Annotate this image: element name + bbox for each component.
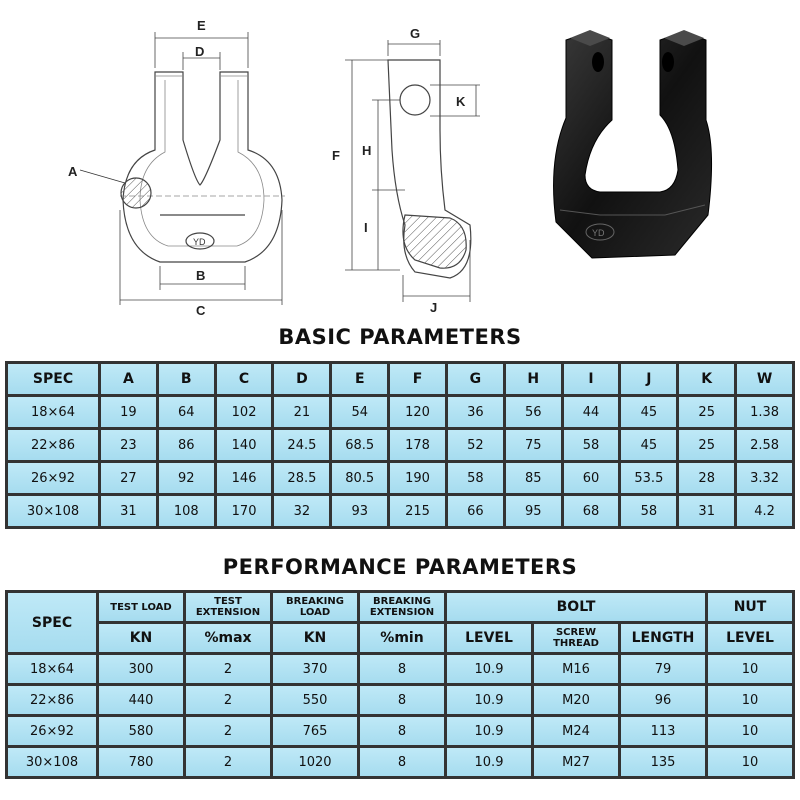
basic-header-cell: E <box>332 364 387 394</box>
spec-cell: 30×108 <box>8 748 96 776</box>
value-cell: 52 <box>448 430 503 460</box>
value-cell: 27 <box>101 463 156 493</box>
value-cell: 44 <box>564 397 619 427</box>
value-cell: 93 <box>332 496 387 526</box>
value-cell: 58 <box>621 496 676 526</box>
basic-header-row <box>8 364 792 394</box>
spec-cell: 30×108 <box>8 496 98 526</box>
basic-table-row <box>8 463 792 493</box>
dim-label-k: K <box>456 94 466 109</box>
perf-header-nut: NUT <box>708 593 792 621</box>
value-cell: 370 <box>273 655 357 683</box>
value-cell: 28.5 <box>274 463 329 493</box>
value-cell: 102 <box>217 397 272 427</box>
basic-header-cell: G <box>448 364 503 394</box>
value-cell: 10 <box>708 686 792 714</box>
value-cell: 190 <box>390 463 445 493</box>
value-cell: 28 <box>679 463 734 493</box>
dim-label-e: E <box>197 18 206 33</box>
basic-parameters-title: BASIC PARAMETERS <box>278 325 522 349</box>
value-cell: 2 <box>186 717 270 745</box>
value-cell: 58 <box>448 463 503 493</box>
value-cell: 780 <box>99 748 183 776</box>
value-cell: 550 <box>273 686 357 714</box>
value-cell: 146 <box>217 463 272 493</box>
perf-table-row <box>8 717 792 745</box>
perf-header-breaking-load: BREAKING LOAD <box>273 593 357 621</box>
basic-header-cell: W <box>737 364 792 394</box>
value-cell: 178 <box>390 430 445 460</box>
perf-table-row <box>8 655 792 683</box>
dim-label-a: A <box>68 164 78 179</box>
value-cell: 10 <box>708 748 792 776</box>
value-cell: 31 <box>679 496 734 526</box>
dim-label-g: G <box>410 26 421 41</box>
value-cell: 23 <box>101 430 156 460</box>
value-cell: 53.5 <box>621 463 676 493</box>
value-cell: 135 <box>621 748 705 776</box>
basic-header-cell: B <box>159 364 214 394</box>
spec-cell: 18×64 <box>8 397 98 427</box>
value-cell: 68 <box>564 496 619 526</box>
value-cell: 1020 <box>273 748 357 776</box>
value-cell: 25 <box>679 430 734 460</box>
value-cell: 92 <box>159 463 214 493</box>
perf-sub-header: KN <box>273 624 357 652</box>
value-cell: 66 <box>448 496 503 526</box>
value-cell: 8 <box>360 686 444 714</box>
value-cell: 68.5 <box>332 430 387 460</box>
perf-header-bolt: BOLT <box>447 593 705 621</box>
value-cell: 108 <box>159 496 214 526</box>
value-cell: 2.58 <box>737 430 792 460</box>
value-cell: 64 <box>159 397 214 427</box>
value-cell: 1.38 <box>737 397 792 427</box>
perf-sub-header: %min <box>360 624 444 652</box>
value-cell: 21 <box>274 397 329 427</box>
perf-header-test-load: TEST LOAD <box>99 593 183 621</box>
product-logo-text: YD <box>592 228 605 238</box>
perf-spec-header: SPEC <box>8 593 96 652</box>
value-cell: 10 <box>708 717 792 745</box>
value-cell: 19 <box>101 397 156 427</box>
value-cell: 86 <box>159 430 214 460</box>
spec-cell: 26×92 <box>8 463 98 493</box>
dim-label-c: C <box>196 303 206 318</box>
value-cell: M27 <box>534 748 618 776</box>
basic-header-cell: SPEC <box>8 364 98 394</box>
perf-sub-header: LEVEL <box>447 624 531 652</box>
basic-table-row <box>8 430 792 460</box>
basic-header-cell: A <box>101 364 156 394</box>
product-photo <box>554 30 712 258</box>
perf-sub-header: LENGTH <box>621 624 705 652</box>
front-logo-text: YD <box>193 237 206 247</box>
value-cell: M20 <box>534 686 618 714</box>
value-cell: M24 <box>534 717 618 745</box>
basic-table-row <box>8 397 792 427</box>
basic-header-cell: D <box>274 364 329 394</box>
value-cell: 8 <box>360 655 444 683</box>
value-cell: 79 <box>621 655 705 683</box>
value-cell: 45 <box>621 430 676 460</box>
spec-cell: 26×92 <box>8 717 96 745</box>
value-cell: 10.9 <box>447 748 531 776</box>
value-cell: 54 <box>332 397 387 427</box>
basic-header-cell: H <box>506 364 561 394</box>
perf-sub-header: LEVEL <box>708 624 792 652</box>
value-cell: 215 <box>390 496 445 526</box>
value-cell: 10.9 <box>447 686 531 714</box>
value-cell: 36 <box>448 397 503 427</box>
dim-label-f: F <box>332 148 340 163</box>
value-cell: 45 <box>621 397 676 427</box>
value-cell: 31 <box>101 496 156 526</box>
value-cell: 2 <box>186 748 270 776</box>
value-cell: 440 <box>99 686 183 714</box>
dim-label-j: J <box>430 300 438 315</box>
perf-header-breaking-extension: BREAKING EXTENSION <box>360 593 444 621</box>
value-cell: 10.9 <box>447 717 531 745</box>
basic-header-cell: K <box>679 364 734 394</box>
value-cell: 120 <box>390 397 445 427</box>
basic-parameters-table <box>5 361 795 529</box>
basic-header-cell: F <box>390 364 445 394</box>
basic-header-cell: I <box>564 364 619 394</box>
value-cell: 32 <box>274 496 329 526</box>
spec-cell: 22×86 <box>8 430 98 460</box>
value-cell: 8 <box>360 717 444 745</box>
value-cell: 24.5 <box>274 430 329 460</box>
technical-drawings <box>0 0 800 330</box>
value-cell: 56 <box>506 397 561 427</box>
perf-header-row-2 <box>8 624 792 652</box>
value-cell: 2 <box>186 686 270 714</box>
dim-label-d: D <box>195 44 205 59</box>
value-cell: 10.9 <box>447 655 531 683</box>
dim-label-i: I <box>364 220 368 235</box>
value-cell: 85 <box>506 463 561 493</box>
perf-sub-header: SCREW THREAD <box>534 624 618 652</box>
value-cell: 140 <box>217 430 272 460</box>
value-cell: 113 <box>621 717 705 745</box>
perf-table-row <box>8 686 792 714</box>
basic-table-row <box>8 496 792 526</box>
value-cell: 96 <box>621 686 705 714</box>
value-cell: 80.5 <box>332 463 387 493</box>
perf-sub-header: KN <box>99 624 183 652</box>
value-cell: 8 <box>360 748 444 776</box>
spec-cell: 18×64 <box>8 655 96 683</box>
value-cell: 580 <box>99 717 183 745</box>
value-cell: 2 <box>186 655 270 683</box>
basic-header-cell: J <box>621 364 676 394</box>
value-cell: 170 <box>217 496 272 526</box>
front-view-drawing <box>80 32 285 305</box>
value-cell: 10 <box>708 655 792 683</box>
performance-parameters-title: PERFORMANCE PARAMETERS <box>222 555 578 579</box>
dim-label-h: H <box>362 143 372 158</box>
side-view-drawing <box>345 40 480 302</box>
dim-label-b: B <box>196 268 206 283</box>
value-cell: M16 <box>534 655 618 683</box>
value-cell: 3.32 <box>737 463 792 493</box>
performance-parameters-table <box>5 590 795 779</box>
perf-header-row-1 <box>8 593 792 621</box>
value-cell: 60 <box>564 463 619 493</box>
value-cell: 75 <box>506 430 561 460</box>
value-cell: 58 <box>564 430 619 460</box>
basic-header-cell: C <box>217 364 272 394</box>
spec-cell: 22×86 <box>8 686 96 714</box>
perf-sub-header: %max <box>186 624 270 652</box>
perf-header-test-extension: TEST EXTENSION <box>186 593 270 621</box>
value-cell: 300 <box>99 655 183 683</box>
value-cell: 4.2 <box>737 496 792 526</box>
value-cell: 95 <box>506 496 561 526</box>
perf-table-row <box>8 748 792 776</box>
value-cell: 765 <box>273 717 357 745</box>
value-cell: 25 <box>679 397 734 427</box>
